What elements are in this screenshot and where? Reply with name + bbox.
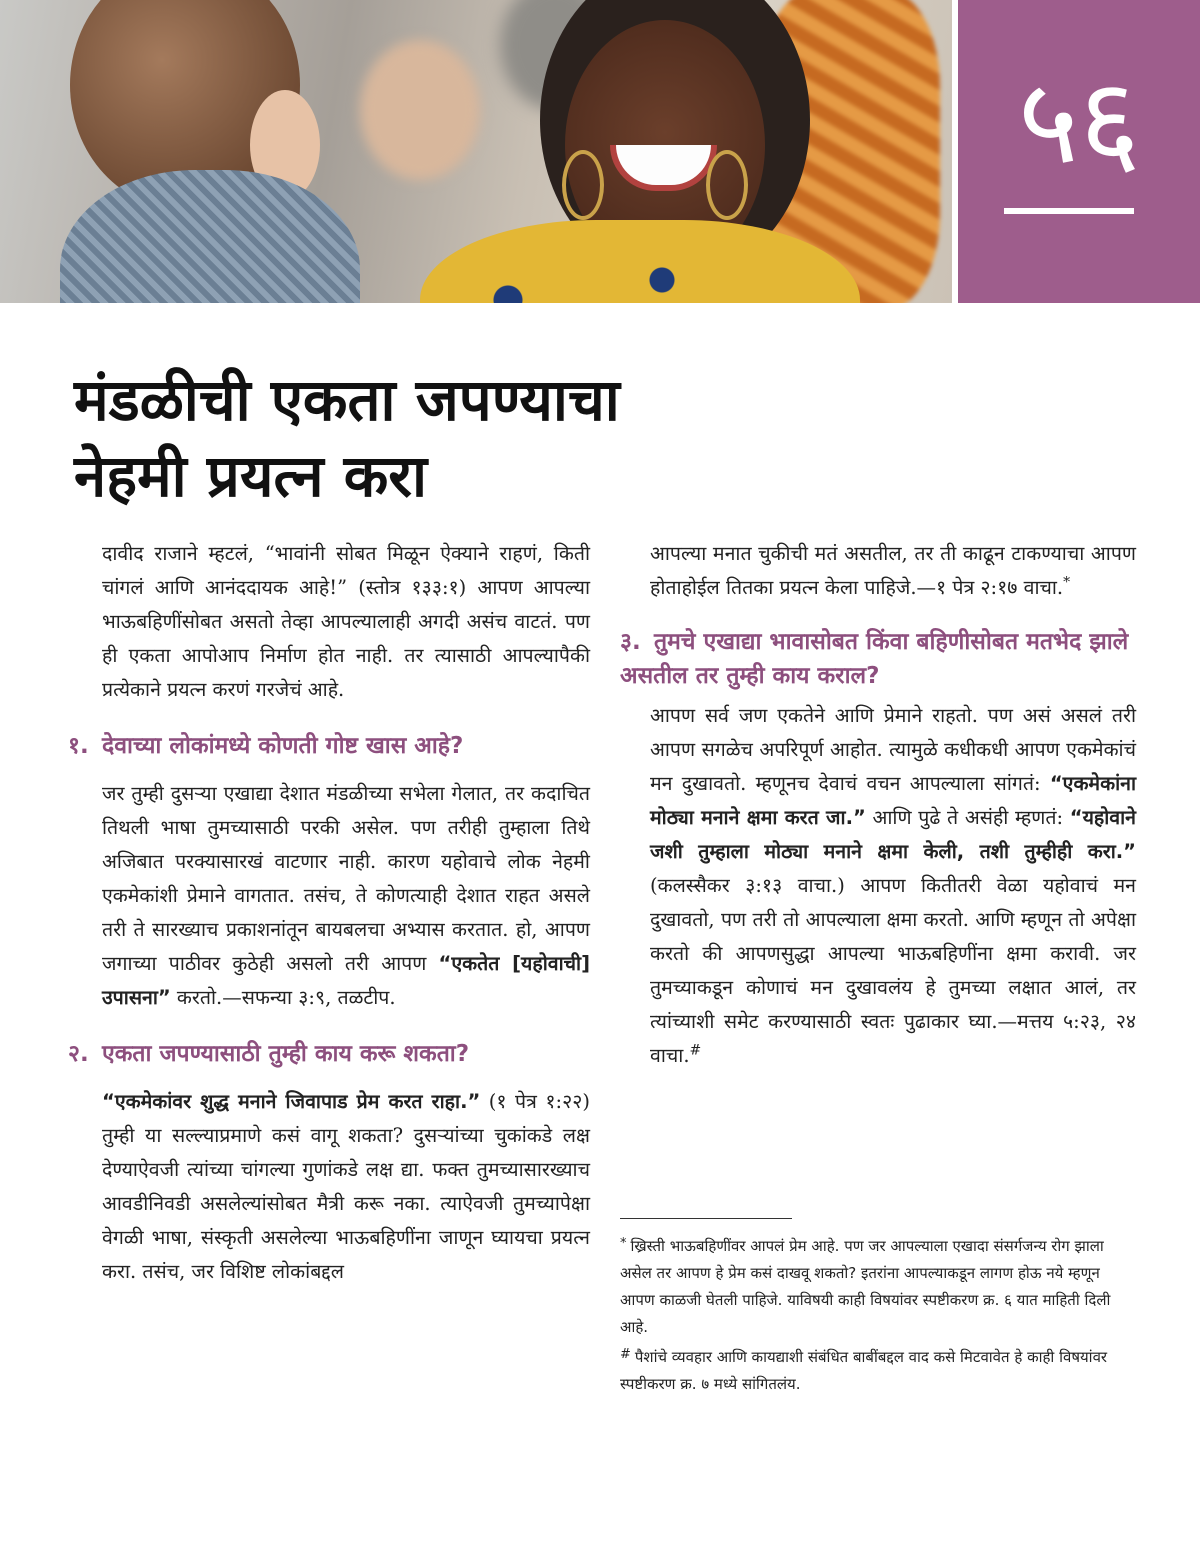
answer-1 [102, 777, 590, 1015]
footnote-marker[interactable]: # [689, 1042, 702, 1059]
footnotes [620, 1230, 1120, 1398]
answer-text: करतो.—सफन्या ३:९, तळटीप. [170, 986, 396, 1009]
question-text: तुमचे एखाद्या भावासोबत किंवा बहिणीसोबत मतभेद झाले असतील तर तुम्ही काय कराल? [620, 629, 1129, 689]
title-line-2: नेहमी प्रयत्न करा [74, 442, 428, 510]
right-column [620, 537, 1136, 1073]
footnote-divider [620, 1218, 792, 1219]
answer-2 [102, 1085, 590, 1289]
scripture-quote: “एकमेकांवर शुद्ध मनाने जिवापाड प्रेम करत राहा.” [102, 1090, 481, 1113]
hero-photo [0, 0, 952, 303]
answer-text: आणि पुढे ते असंही म्हणतं: [865, 806, 1070, 829]
scripture-quote: “एकमेकांना मोठ्या मनाने क्षमा करत जा.” [650, 772, 1136, 829]
footnote-mark: * [620, 1236, 627, 1251]
footnote-text: ख्रिस्ती भाऊबहिणींवर आपलं प्रेम आहे. पण जर आपल्याला एखादा संसर्गजन्य रोग झाला असेल तर आपण हे प्रेम कसं दाखवू शकतो? इतरांना आपल्याकडून लागण होऊ नये म्हणून आपण काळजी घेतली पाहिजे. याविषयी काही विषयांवर स्पष्टीकरण क्र. ६ यात माहिती दिली आहे. [620, 1237, 1111, 1336]
footnote-1 [620, 1230, 1120, 1341]
footnote-2 [620, 1341, 1120, 1398]
question-number: २. [68, 1041, 89, 1067]
question-text: एकता जपण्यासाठी तुम्ही काय करू शकता? [102, 1041, 470, 1067]
question-3 [620, 625, 1136, 693]
question-1 [68, 729, 590, 763]
title-line-1: मंडळीची एकता जपण्याचा [74, 366, 620, 434]
woman-left-shirt [60, 170, 360, 303]
answer-3 [650, 699, 1136, 1073]
answer-text: आपल्या मनात चुकीची मतं असतील, तर ती काढून टाकण्याचा आपण होताहोईल तितका प्रयत्न केला पाहिजे.—१ पेत्र २:१७ वाचा. [650, 542, 1136, 599]
footnote-text: पैशांचे व्यवहार आणि कायद्याशी संबंधित बाबींबद्दल वाद कसे मिटवावेत हे काही विषयांवर स्पष्टीकरण क्र. ७ मध्ये सांगितलंय. [620, 1348, 1108, 1393]
footnote-marker[interactable]: * [1063, 574, 1071, 591]
scripture-quote: “एकतेत [यहोवाची] उपासना” [102, 952, 590, 1009]
answer-2-continued [650, 537, 1136, 605]
answer-text: जर तुम्ही दुसऱ्या एखाद्या देशात मंडळीच्या सभेला गेलात, तर कदाचित तिथली भाषा तुमच्यासाठी परकी असेल. पण तरीही तुम्हाला तिथे अजिबात परक्यासारखं वाटणार नाही. कारण यहोवाचे लोक नेहमी एकमेकांशी प्रेमाने वागतात. तसंच, ते कोणत्याही देशात राहत असले तरी ते सारख्याच प्रकाशनांतून बायबलचा अभ्यास करतात. हो, आपण जगाच्या पाठीवर कुठेही असलो तरी आपण [102, 782, 590, 975]
answer-text: (१ पेत्र १:२२) तुम्ही या सल्ल्याप्रमाणे कसं वागू शकता? दुसऱ्यांच्या चुकांकडे लक्ष देण्याऐवजी त्यांच्या चांगल्या गुणांकडे लक्ष द्या. फक्त तुमच्यासारख्याच आवडीनिवडी असलेल्यांसोबत मैत्री करू नका. त्याऐवजी तुमच्यापेक्षा वेगळी भाषा, संस्कृती असलेल्या भाऊबहिणींना जाणून घ्यायचा प्रयत्न करा. तसंच, जर विशिष्ट लोकांबद्दल [102, 1090, 590, 1283]
question-text: देवाच्या लोकांमध्ये कोणती गोष्ट खास आहे? [102, 733, 464, 759]
question-number: १. [68, 733, 89, 759]
background-person [360, 40, 480, 180]
intro-paragraph: दावीद राजाने म्हटलं, “भावांनी सोबत मिळून ऐक्याने राहणं, किती चांगलं आणि आनंददायक आहे!” (स्तोत्र १३३:१) आपण आपल्या भाऊबहिणींसोबत असतो तेव्हा आपल्यालाही अगदी असंच वाटतं. पण ही एकता आपोआप निर्माण होत नाही. तर त्यासाठी आपल्यापैकी प्रत्येकाने प्रयत्न करणं गरजेचं आहे. [102, 542, 590, 701]
scripture-quote: “यहोवाने जशी तुम्हाला मोठ्या मनाने क्षमा केली, तशी तुम्हीही करा.” [650, 806, 1136, 863]
footnote-mark: # [620, 1347, 631, 1362]
chapter-number-panel [958, 0, 1200, 303]
chapter-number: ५६ [1017, 52, 1141, 190]
hoop-earring [706, 150, 748, 220]
hoop-earring [562, 150, 604, 220]
chapter-underline [1004, 208, 1134, 214]
answer-text: (कलस्सैकर ३:१३ वाचा.) आपण कितीतरी वेळा यहोवाचं मन दुखावतो, पण तरी तो आपल्याला क्षमा करतो. आणि म्हणून तो अपेक्षा करतो की आपणसुद्धा आपल्या भाऊबहिणींना क्षमा करावी. जर तुमच्याकडून कोणाचं मन दुखावलंय हे तुमच्या लक्षात आलं, तर त्यांच्याशी समेट करण्यासाठी स्वतः पुढाकार घ्या.—मत्तय ५:२३, २४ वाचा. [650, 874, 1136, 1067]
page-title [74, 362, 874, 514]
answer-text: आपण सर्व जण एकतेने आणि प्रेमाने राहतो. पण असं असलं तरी आपण सगळेच अपरिपूर्ण आहोत. त्यामुळे कधीकधी आपण एकमेकांचं मन दुखावतो. म्हणूनच देवाचं वचन आपल्याला सांगतं: [650, 704, 1136, 795]
question-number: ३. [620, 629, 641, 655]
question-2 [68, 1037, 590, 1071]
left-column [68, 537, 590, 1289]
